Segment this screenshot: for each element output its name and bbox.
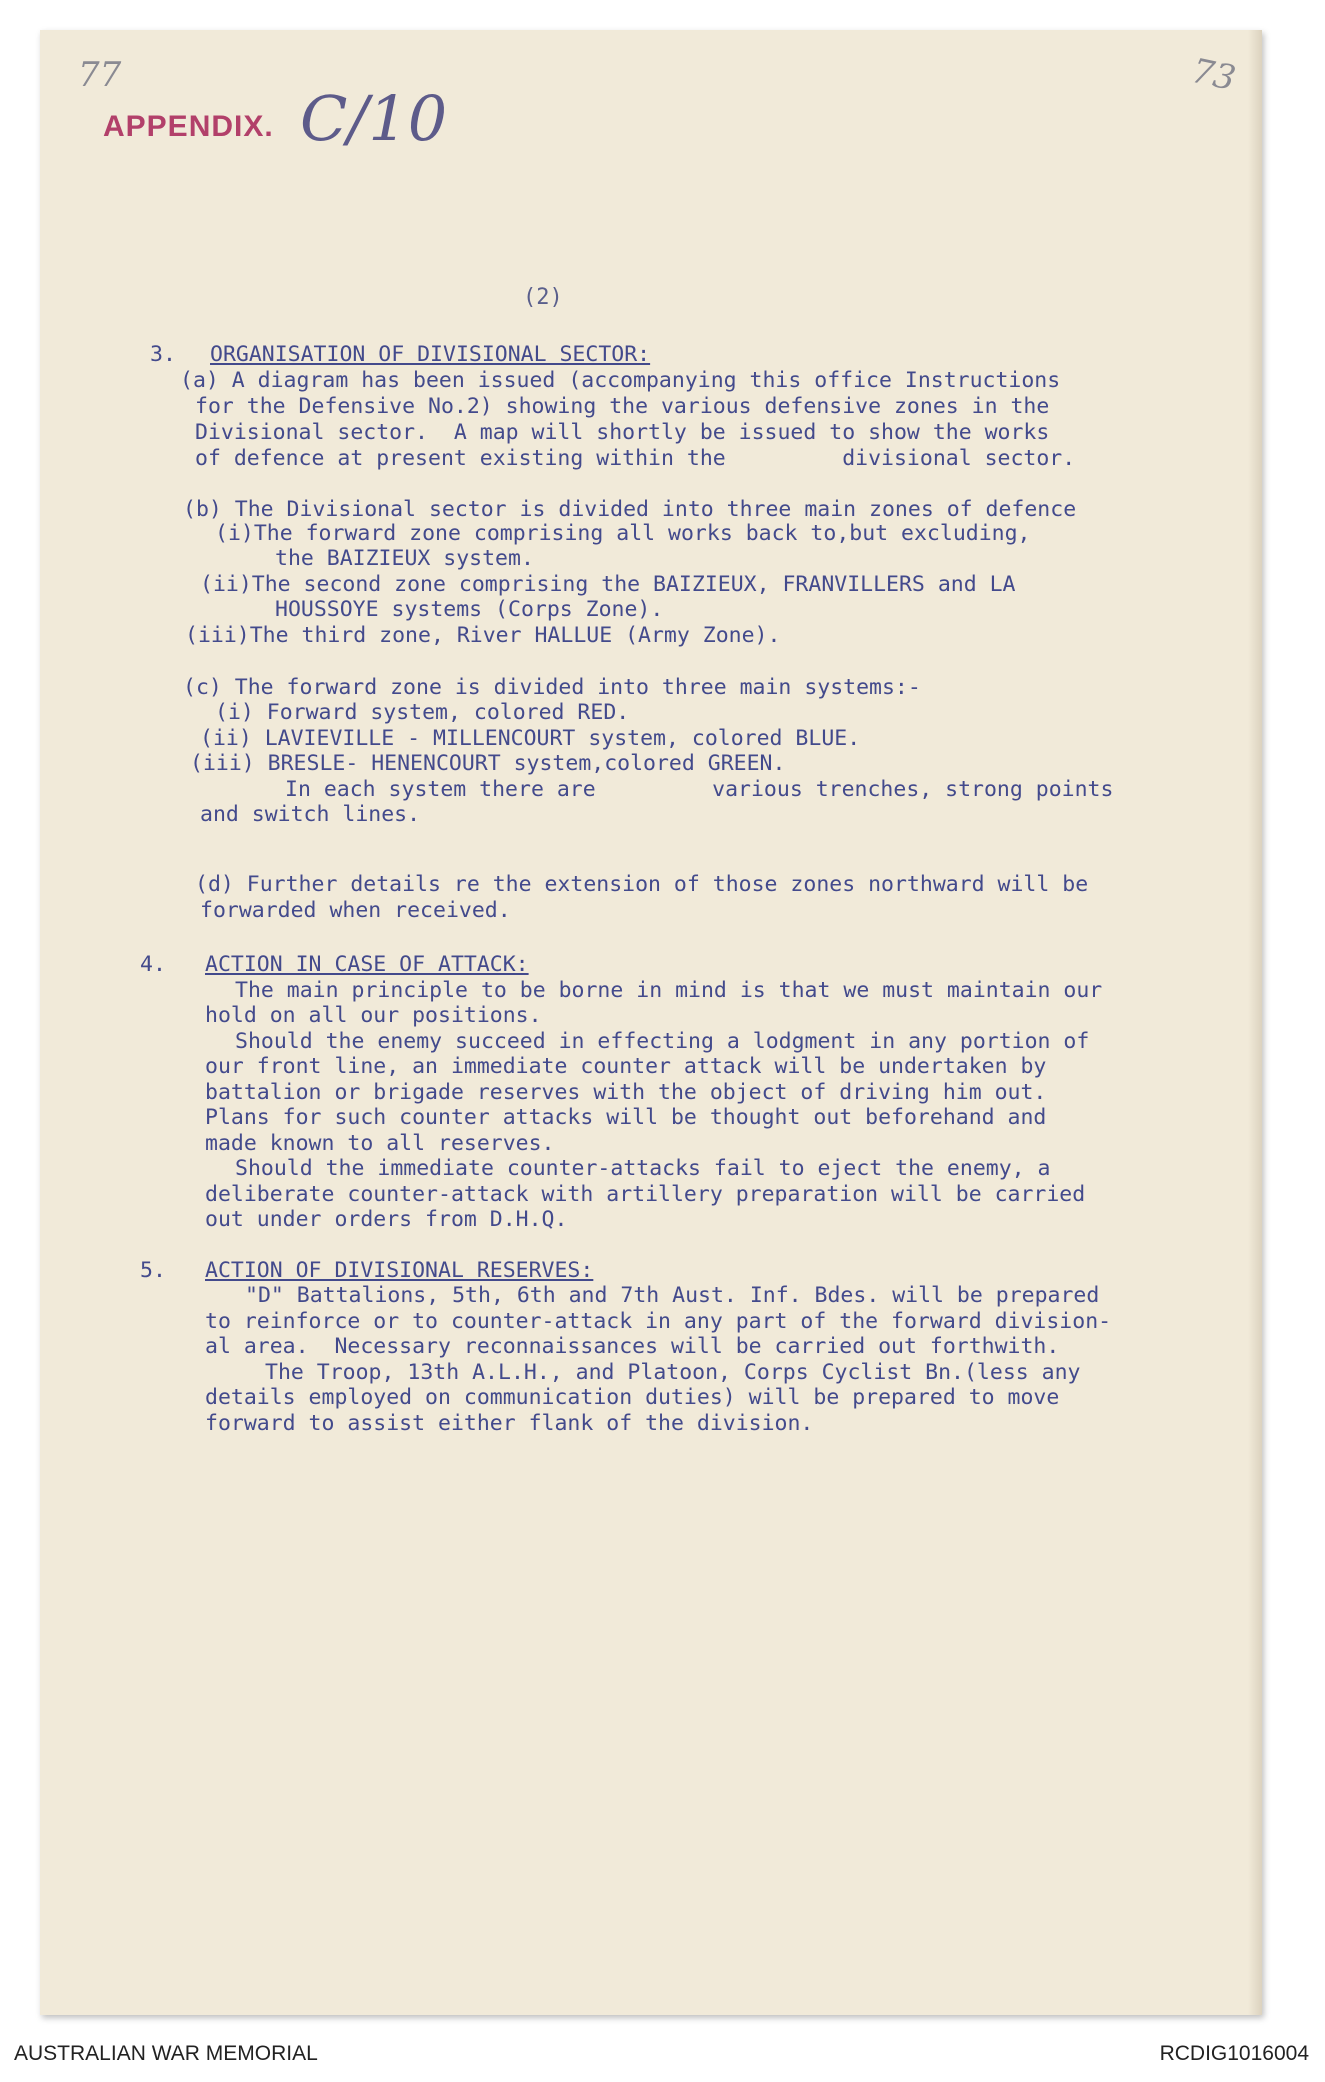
section-3-heading: ORGANISATION OF DIVISIONAL SECTOR: xyxy=(210,342,651,367)
paragraph-line: our front line, an immediate counter attack will be undertaken by xyxy=(205,1054,1047,1079)
paragraph-line: forwarded when received. xyxy=(200,898,511,923)
section-5-heading: ACTION OF DIVISIONAL RESERVES: xyxy=(205,1258,594,1283)
paragraph-line: for the Defensive No.2) showing the various defensive zones in the xyxy=(195,394,1050,419)
paragraph-line: (ii)The second zone comprising the BAIZIEUX, FRANVILLERS and LA xyxy=(200,572,1016,597)
paragraph-line: (ii) LAVIEVILLE - MILLENCOURT system, colored BLUE. xyxy=(200,726,861,751)
archive-reference: RCDIG1016004 xyxy=(1159,2042,1309,2065)
paragraph-line: deliberate counter-attack with artillery preparation will be carried xyxy=(205,1182,1086,1207)
paragraph-line: forward to assist either flank of the division. xyxy=(205,1411,814,1436)
section-4-number: 4. xyxy=(140,952,166,977)
paragraph-line: hold on all our positions. xyxy=(205,1003,542,1028)
paragraph-line: al area. Necessary reconnaissances will be carried out forthwith. xyxy=(205,1334,1060,1359)
paragraph-line: the BAIZIEUX system. xyxy=(275,546,534,571)
paragraph-line: HOUSSOYE systems (Corps Zone). xyxy=(275,597,664,622)
paragraph-line: (a) A diagram has been issued (accompanying this office Instructions xyxy=(180,368,1061,393)
paragraph-line: The main principle to be borne in mind is that we must maintain our xyxy=(235,978,1103,1003)
paragraph-line: of defence at present existing within the divisional sector. xyxy=(195,446,1076,471)
appendix-reference: C/10 xyxy=(300,82,448,155)
paragraph-line: (iii) BRESLE- HENENCOURT system,colored GREEN. xyxy=(190,751,786,776)
paragraph-line: (b) The Divisional sector is divided into three main zones of defence xyxy=(183,497,1077,522)
page-number-left: 77 xyxy=(78,55,122,95)
paragraph-line: and switch lines. xyxy=(200,802,421,827)
section-4-heading: ACTION IN CASE OF ATTACK: xyxy=(205,952,529,977)
paragraph-line: Divisional sector. A map will shortly be issued to show the works xyxy=(195,420,1050,445)
page-number-right: 73 xyxy=(1188,50,1239,100)
paragraph-line: "D" Battalions, 5th, 6th and 7th Aust. Inf. Bdes. will be prepared xyxy=(245,1283,1100,1308)
paragraph-line: (i) Forward system, colored RED. xyxy=(215,700,630,725)
archive-source: AUSTRALIAN WAR MEMORIAL xyxy=(14,2042,318,2065)
paragraph-line: Plans for such counter attacks will be thought out beforehand and xyxy=(205,1105,1047,1130)
paragraph-line: (iii)The third zone, River HALLUE (Army Zone). xyxy=(185,623,781,648)
paragraph-line: (d) Further details re the extension of those zones northward will be xyxy=(195,872,1089,897)
paragraph-line: out under orders from D.H.Q. xyxy=(205,1207,568,1232)
paragraph-line: In each system there are various trenches, strong points xyxy=(285,777,1114,802)
paragraph-line: (c) The forward zone is divided into three main systems:- xyxy=(183,675,921,700)
paragraph-line: Should the enemy succeed in effecting a lodgment in any portion of xyxy=(235,1029,1090,1054)
section-3-number: 3. xyxy=(150,342,176,367)
appendix-stamp: APPENDIX. xyxy=(103,110,274,143)
paragraph-line: made known to all reserves. xyxy=(205,1131,555,1156)
page-marker: (2) xyxy=(523,285,563,310)
section-5-number: 5. xyxy=(140,1258,166,1283)
paragraph-line: battalion or brigade reserves with the object of driving him out. xyxy=(205,1080,1047,1105)
paragraph-line: Should the immediate counter-attacks fail to eject the enemy, a xyxy=(235,1156,1051,1181)
paragraph-line: to reinforce or to counter-attack in any part of the forward division- xyxy=(205,1309,1112,1334)
paragraph-line: details employed on communication duties) will be prepared to move xyxy=(205,1385,1060,1410)
paragraph-line: (i)The forward zone comprising all works back to,but excluding, xyxy=(215,521,1031,546)
paragraph-line: The Troop, 13th A.L.H., and Platoon, Corps Cyclist Bn.(less any xyxy=(265,1360,1081,1385)
